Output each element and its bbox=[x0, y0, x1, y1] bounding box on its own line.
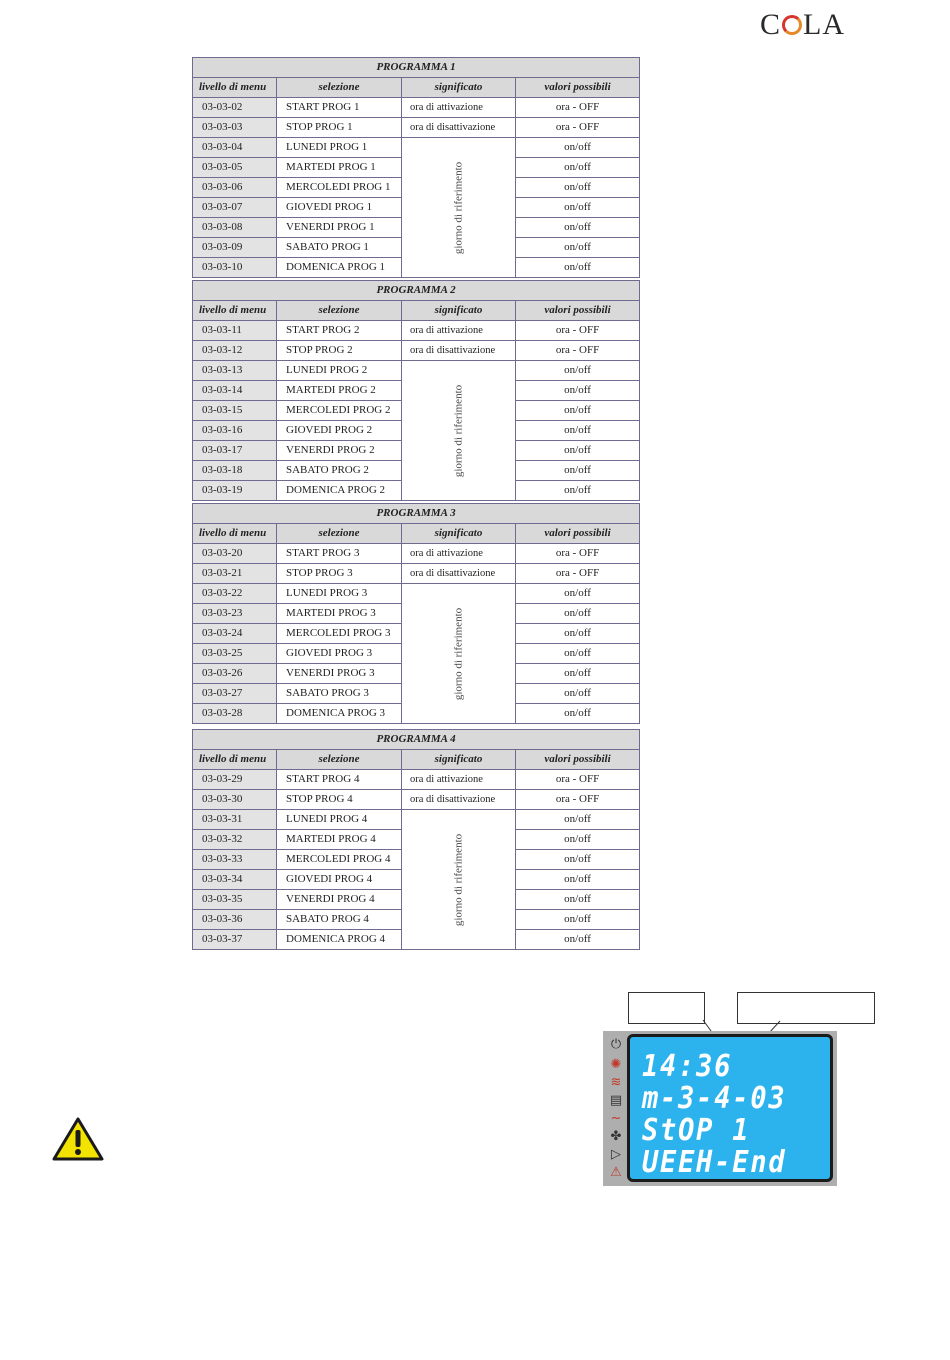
cell-selection: MARTEDI PROG 2 bbox=[277, 381, 402, 401]
cell-values: on/off bbox=[516, 604, 640, 624]
merged-meaning-text: giorno di riferimento bbox=[452, 607, 464, 700]
cell-level: 03-03-24 bbox=[193, 624, 277, 644]
cell-level: 03-03-35 bbox=[193, 890, 277, 910]
cell-selection: START PROG 3 bbox=[277, 544, 402, 564]
cell-level: 03-03-12 bbox=[193, 341, 277, 361]
cell-selection: VENERDI PROG 2 bbox=[277, 441, 402, 461]
cell-level: 03-03-31 bbox=[193, 810, 277, 830]
cell-values: on/off bbox=[516, 401, 640, 421]
header-meaning: significato bbox=[402, 524, 516, 544]
callout-box-time bbox=[628, 992, 705, 1024]
cell-selection: LUNEDI PROG 3 bbox=[277, 584, 402, 604]
cell-selection: GIOVEDI PROG 2 bbox=[277, 421, 402, 441]
header-level: livello di menu bbox=[193, 78, 277, 98]
cell-selection: LUNEDI PROG 2 bbox=[277, 361, 402, 381]
switch-icon: ⏻ bbox=[610, 1036, 622, 1052]
cell-level: 03-03-28 bbox=[193, 704, 277, 724]
cell-selection: MERCOLEDI PROG 4 bbox=[277, 850, 402, 870]
cell-values: on/off bbox=[516, 421, 640, 441]
cell-selection: VENERDI PROG 3 bbox=[277, 664, 402, 684]
cell-level: 03-03-37 bbox=[193, 930, 277, 950]
cell-values: on/off bbox=[516, 178, 640, 198]
table-row bbox=[193, 770, 640, 790]
cell-level: 03-03-14 bbox=[193, 381, 277, 401]
logo-text-post: LA bbox=[803, 8, 846, 41]
header-values: valori possibili bbox=[516, 78, 640, 98]
cell-values: on/off bbox=[516, 890, 640, 910]
cell-level: 03-03-06 bbox=[193, 178, 277, 198]
cell-level: 03-03-19 bbox=[193, 481, 277, 501]
table-row bbox=[193, 341, 640, 361]
header-selection: selezione bbox=[277, 524, 402, 544]
cell-level: 03-03-36 bbox=[193, 910, 277, 930]
cell-selection: STOP PROG 2 bbox=[277, 341, 402, 361]
fan-icon: ✤ bbox=[610, 1128, 622, 1144]
cell-level: 03-03-33 bbox=[193, 850, 277, 870]
cell-selection: MERCOLEDI PROG 2 bbox=[277, 401, 402, 421]
cell-values: on/off bbox=[516, 584, 640, 604]
program-title: PROGRAMMA 2 bbox=[193, 281, 640, 301]
cell-level: 03-03-09 bbox=[193, 238, 277, 258]
cell-values: on/off bbox=[516, 910, 640, 930]
cell-selection: START PROG 1 bbox=[277, 98, 402, 118]
lcd-selection: StOP 1 bbox=[642, 1113, 751, 1148]
cell-values: on/off bbox=[516, 930, 640, 950]
cell-selection: SABATO PROG 4 bbox=[277, 910, 402, 930]
controller-display bbox=[603, 1031, 837, 1186]
cell-values: on/off bbox=[516, 461, 640, 481]
cell-level: 03-03-02 bbox=[193, 98, 277, 118]
cell-level: 03-03-20 bbox=[193, 544, 277, 564]
cell-values: on/off bbox=[516, 361, 640, 381]
cell-selection: VENERDI PROG 4 bbox=[277, 890, 402, 910]
cell-selection: STOP PROG 3 bbox=[277, 564, 402, 584]
cell-selection: START PROG 2 bbox=[277, 321, 402, 341]
cell-selection: DOMENICA PROG 1 bbox=[277, 258, 402, 278]
cell-meaning-merged bbox=[402, 584, 516, 724]
cell-level: 03-03-32 bbox=[193, 830, 277, 850]
cell-level: 03-03-16 bbox=[193, 421, 277, 441]
cell-values: ora - OFF bbox=[516, 118, 640, 138]
cell-values: ora - OFF bbox=[516, 321, 640, 341]
lcd-menu-level: m-3-4-03 bbox=[642, 1081, 787, 1116]
program-table bbox=[192, 280, 640, 501]
cell-selection: GIOVEDI PROG 3 bbox=[277, 644, 402, 664]
cell-level: 03-03-08 bbox=[193, 218, 277, 238]
cell-values: on/off bbox=[516, 158, 640, 178]
program-title: PROGRAMMA 1 bbox=[193, 58, 640, 78]
cell-level: 03-03-27 bbox=[193, 684, 277, 704]
cell-meaning: ora di attivazione bbox=[402, 770, 516, 790]
lcd-screen bbox=[627, 1034, 833, 1182]
flame-icon: ~ bbox=[610, 1110, 622, 1126]
pump-icon: ▷ bbox=[611, 1146, 621, 1162]
cell-values: on/off bbox=[516, 830, 640, 850]
table-row bbox=[193, 584, 640, 604]
cell-values: ora - OFF bbox=[516, 770, 640, 790]
coil-icon: ▤ bbox=[609, 1092, 623, 1108]
cell-meaning: ora di disattivazione bbox=[402, 790, 516, 810]
cell-meaning-merged bbox=[402, 810, 516, 950]
cell-meaning: ora di attivazione bbox=[402, 321, 516, 341]
header-level: livello di menu bbox=[193, 524, 277, 544]
cell-selection: MERCOLEDI PROG 3 bbox=[277, 624, 402, 644]
cell-values: on/off bbox=[516, 238, 640, 258]
alarm-icon: ⚠ bbox=[610, 1164, 622, 1180]
cell-level: 03-03-21 bbox=[193, 564, 277, 584]
cell-values: on/off bbox=[516, 198, 640, 218]
cell-selection: MARTEDI PROG 4 bbox=[277, 830, 402, 850]
header-values: valori possibili bbox=[516, 301, 640, 321]
cell-values: on/off bbox=[516, 810, 640, 830]
cell-selection: MERCOLEDI PROG 1 bbox=[277, 178, 402, 198]
merged-meaning-text: giorno di riferimento bbox=[452, 833, 464, 926]
cell-level: 03-03-07 bbox=[193, 198, 277, 218]
header-level: livello di menu bbox=[193, 301, 277, 321]
cell-values: on/off bbox=[516, 644, 640, 664]
cell-meaning: ora di attivazione bbox=[402, 98, 516, 118]
cell-level: 03-03-22 bbox=[193, 584, 277, 604]
cell-values: on/off bbox=[516, 624, 640, 644]
cell-selection: SABATO PROG 3 bbox=[277, 684, 402, 704]
program-table bbox=[192, 729, 640, 950]
cell-selection: DOMENICA PROG 2 bbox=[277, 481, 402, 501]
cell-selection: MARTEDI PROG 3 bbox=[277, 604, 402, 624]
cell-level: 03-03-29 bbox=[193, 770, 277, 790]
cell-selection: DOMENICA PROG 4 bbox=[277, 930, 402, 950]
cell-level: 03-03-13 bbox=[193, 361, 277, 381]
callout-box-date bbox=[737, 992, 875, 1024]
table-row bbox=[193, 361, 640, 381]
cell-meaning-merged bbox=[402, 138, 516, 278]
table-row bbox=[193, 564, 640, 584]
cell-values: ora - OFF bbox=[516, 790, 640, 810]
cell-values: ora - OFF bbox=[516, 564, 640, 584]
cell-meaning: ora di disattivazione bbox=[402, 564, 516, 584]
cell-level: 03-03-11 bbox=[193, 321, 277, 341]
cell-selection: LUNEDI PROG 1 bbox=[277, 138, 402, 158]
cell-values: on/off bbox=[516, 381, 640, 401]
cell-values: on/off bbox=[516, 441, 640, 461]
cell-meaning: ora di disattivazione bbox=[402, 118, 516, 138]
cell-values: ora - OFF bbox=[516, 544, 640, 564]
cell-selection: START PROG 4 bbox=[277, 770, 402, 790]
cell-selection: MARTEDI PROG 1 bbox=[277, 158, 402, 178]
logo-o-ring bbox=[782, 15, 802, 35]
cell-level: 03-03-23 bbox=[193, 604, 277, 624]
cell-selection: DOMENICA PROG 3 bbox=[277, 704, 402, 724]
cell-level: 03-03-26 bbox=[193, 664, 277, 684]
logo-text-pre: C bbox=[760, 8, 782, 41]
cell-values: on/off bbox=[516, 684, 640, 704]
table-row bbox=[193, 321, 640, 341]
header-meaning: significato bbox=[402, 301, 516, 321]
header-meaning: significato bbox=[402, 78, 516, 98]
lcd-value: UEEH-End bbox=[642, 1145, 787, 1180]
status-icons-column bbox=[603, 1031, 627, 1186]
program-table bbox=[192, 503, 640, 724]
cell-selection: VENERDI PROG 1 bbox=[277, 218, 402, 238]
warning-icon bbox=[52, 1117, 104, 1161]
cell-values: on/off bbox=[516, 218, 640, 238]
cell-selection: LUNEDI PROG 4 bbox=[277, 810, 402, 830]
cell-values: on/off bbox=[516, 138, 640, 158]
cell-selection: STOP PROG 1 bbox=[277, 118, 402, 138]
cell-selection: GIOVEDI PROG 1 bbox=[277, 198, 402, 218]
table-row bbox=[193, 138, 640, 158]
header-meaning: significato bbox=[402, 750, 516, 770]
header-values: valori possibili bbox=[516, 750, 640, 770]
heater-icon: ≋ bbox=[610, 1074, 622, 1090]
program-table bbox=[192, 57, 640, 278]
table-row bbox=[193, 544, 640, 564]
header-level: livello di menu bbox=[193, 750, 277, 770]
header-selection: selezione bbox=[277, 301, 402, 321]
header-values: valori possibili bbox=[516, 524, 640, 544]
cell-meaning: ora di attivazione bbox=[402, 544, 516, 564]
cell-level: 03-03-18 bbox=[193, 461, 277, 481]
cell-level: 03-03-15 bbox=[193, 401, 277, 421]
table-row bbox=[193, 118, 640, 138]
cell-values: ora - OFF bbox=[516, 98, 640, 118]
merged-meaning-text: giorno di riferimento bbox=[452, 161, 464, 254]
cell-values: on/off bbox=[516, 664, 640, 684]
cell-selection: SABATO PROG 2 bbox=[277, 461, 402, 481]
cell-values: on/off bbox=[516, 870, 640, 890]
cell-values: on/off bbox=[516, 481, 640, 501]
cell-selection: STOP PROG 4 bbox=[277, 790, 402, 810]
cell-values: on/off bbox=[516, 258, 640, 278]
cell-values: ora - OFF bbox=[516, 341, 640, 361]
cell-selection: SABATO PROG 1 bbox=[277, 238, 402, 258]
cell-level: 03-03-30 bbox=[193, 790, 277, 810]
cell-level: 03-03-05 bbox=[193, 158, 277, 178]
lcd-time: 14:36 bbox=[642, 1049, 733, 1084]
cola-logo bbox=[760, 8, 845, 42]
header-selection: selezione bbox=[277, 750, 402, 770]
cell-meaning: ora di disattivazione bbox=[402, 341, 516, 361]
cell-level: 03-03-17 bbox=[193, 441, 277, 461]
merged-meaning-text: giorno di riferimento bbox=[452, 384, 464, 477]
cell-level: 03-03-25 bbox=[193, 644, 277, 664]
table-row bbox=[193, 810, 640, 830]
sun-icon: ✺ bbox=[610, 1056, 622, 1072]
cell-level: 03-03-04 bbox=[193, 138, 277, 158]
cell-values: on/off bbox=[516, 704, 640, 724]
header-selection: selezione bbox=[277, 78, 402, 98]
cell-values: on/off bbox=[516, 850, 640, 870]
cell-level: 03-03-10 bbox=[193, 258, 277, 278]
table-row bbox=[193, 98, 640, 118]
cell-selection: GIOVEDI PROG 4 bbox=[277, 870, 402, 890]
program-title: PROGRAMMA 4 bbox=[193, 730, 640, 750]
table-row bbox=[193, 790, 640, 810]
cell-meaning-merged bbox=[402, 361, 516, 501]
program-title: PROGRAMMA 3 bbox=[193, 504, 640, 524]
cell-level: 03-03-34 bbox=[193, 870, 277, 890]
cell-level: 03-03-03 bbox=[193, 118, 277, 138]
